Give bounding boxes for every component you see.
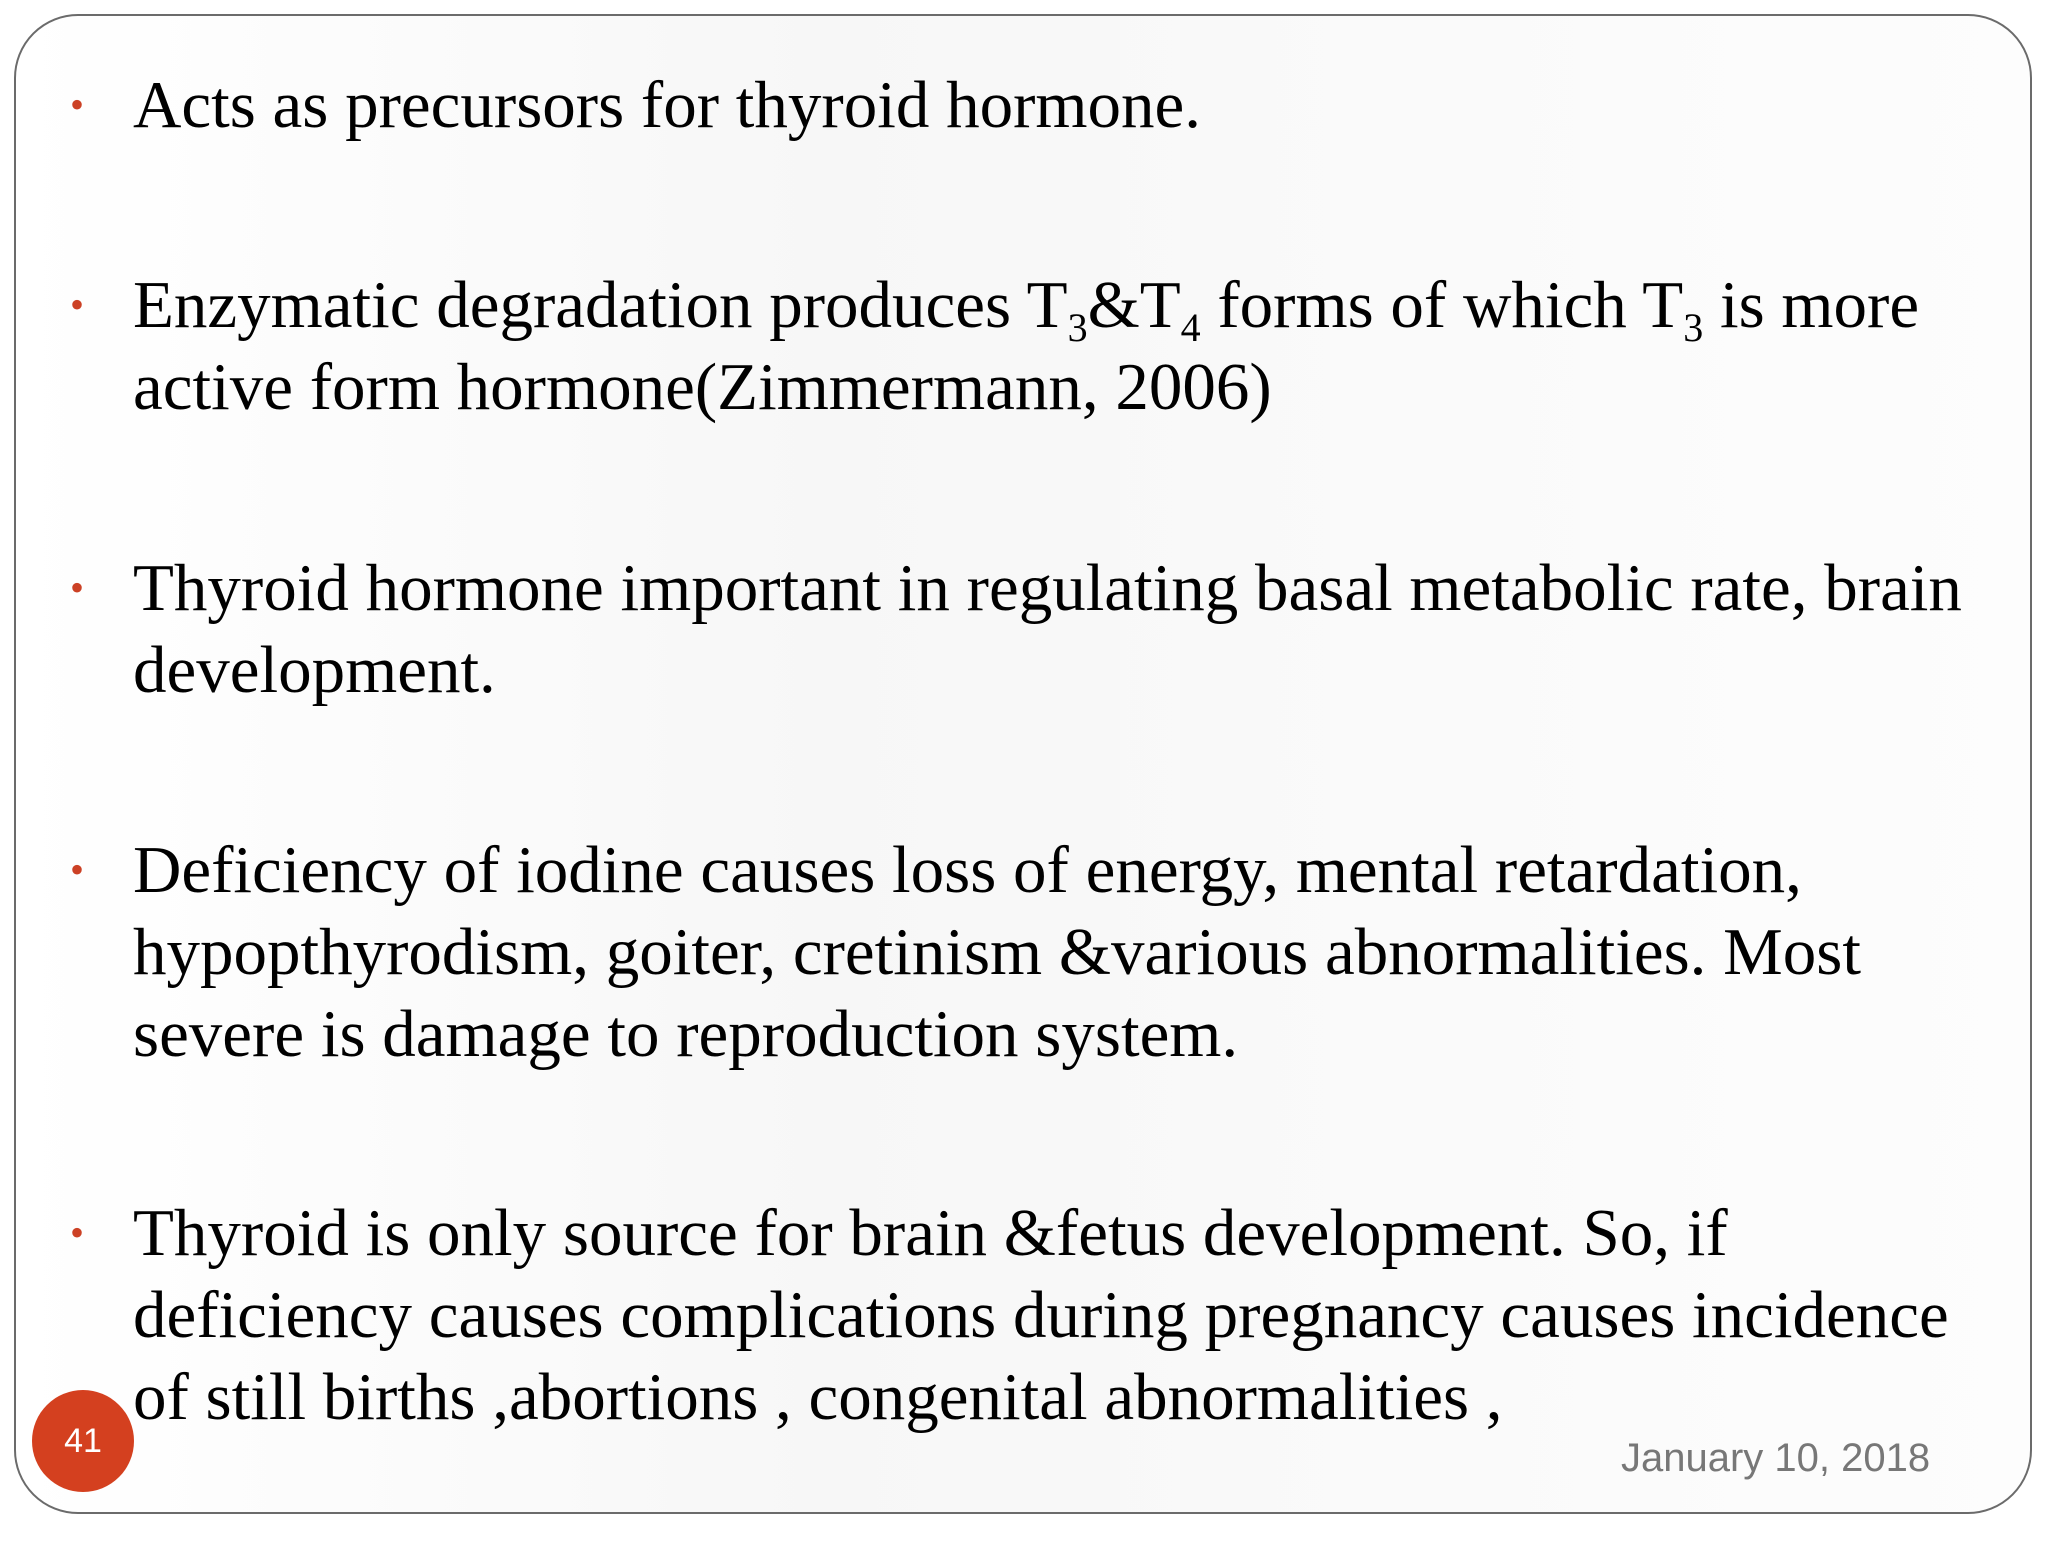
bullet-item-thyroid-importance	[70, 547, 2000, 711]
subscript: 4	[1180, 305, 1201, 350]
bullet-icon: •	[70, 565, 85, 610]
bullet-text-segment: Enzymatic degradation produces T	[133, 268, 1068, 342]
bullet-item-iodine-deficiency	[70, 829, 2000, 1075]
bullet-text: Deficiency of iodine causes loss of energy, mental retardation, hypopthyrodism, goiter, cretinism &various abnormalities. Most severe is damage to reproduction system.	[133, 833, 1861, 1071]
bullet-text: Thyroid hormone important in regulating basal metabolic rate, brain development.	[133, 551, 1962, 707]
bullet-text: Thyroid is only source for brain &fetus development. So, if deficiency causes complications during pregnancy causes incidence of still births ,abortions , congenital abnormalities ,	[133, 1196, 1949, 1434]
bullet-icon: •	[70, 82, 85, 127]
bullet-icon: •	[70, 847, 85, 892]
bullet-item-precursors	[70, 64, 2000, 146]
bullet-text-segment: forms of which T	[1200, 268, 1684, 342]
subscript: 3	[1067, 305, 1088, 350]
bullet-item-fetus-development	[70, 1192, 2000, 1438]
page-number-badge: 41	[32, 1390, 134, 1492]
slide-frame	[14, 14, 2032, 1514]
bullet-icon: •	[70, 282, 85, 327]
bullet-icon: •	[70, 1210, 85, 1255]
subscript: 3	[1683, 305, 1704, 350]
slide-date: January 10, 2018	[1621, 1436, 1931, 1480]
bullet-item-enzymatic-degradation	[70, 264, 2000, 428]
bullet-text-segment: is more active form hormone(Zimmermann, 2006)	[133, 268, 1920, 424]
bullet-text-segment: &T	[1087, 268, 1181, 342]
bullet-list	[70, 64, 2000, 1556]
bullet-text	[133, 268, 1919, 424]
bullet-text: Acts as precursors for thyroid hormone.	[133, 68, 1202, 142]
